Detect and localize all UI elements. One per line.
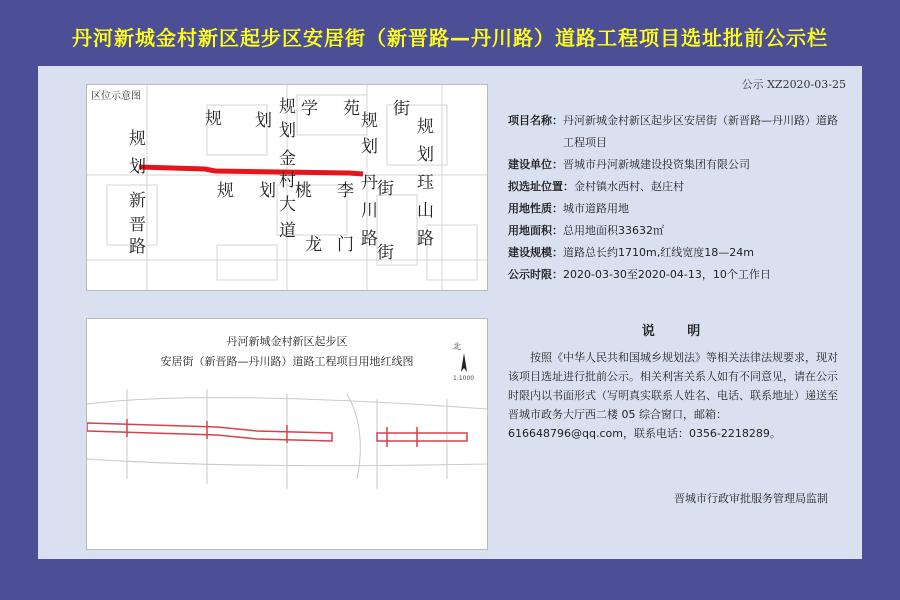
page-title: 丹河新城金村新区起步区安居街（新晋路—丹川路）道路工程项目选址批前公示栏 — [72, 26, 828, 50]
map-char: 川 — [361, 201, 378, 221]
map-char: 规 — [205, 109, 222, 129]
map-char: 丹 — [361, 173, 378, 193]
map-char: 规 — [279, 97, 296, 117]
notice-number: 公示 XZ2020-03-25 — [741, 78, 846, 91]
info-row-name: 项目名称： 丹河新城金村新区起步区安居街（新晋路—丹川路）道路工程项目 — [508, 114, 838, 149]
map-char: 山 — [417, 201, 434, 221]
notice-panel — [38, 66, 862, 559]
map-label: 区位示意图 — [91, 91, 141, 102]
map-char: 路 — [129, 237, 146, 257]
redline-plan — [86, 318, 488, 550]
info-row-period: 公示时限： 2020-03-30至2020-04-13，10个工作日 — [508, 268, 771, 281]
map-char: 金 — [279, 149, 296, 169]
map-char: 街 — [393, 99, 410, 119]
map-char: 珏 — [417, 173, 434, 193]
info-row-location: 拟选址位置： 金村镇水西村、赵庄村 — [508, 180, 684, 193]
info-row-landuse: 用地性质： 城市道路用地 — [508, 202, 629, 215]
map-char: 街 — [377, 179, 394, 199]
map-char: 大 — [279, 195, 296, 215]
explanation-body: 按照《中华人民共和国城乡规划法》等相关法律法规要求，现对该项目选址进行批前公示。相关利害关系人如有不同意见，请在公示时限内以书面形式（写明真实联系人姓名、电话、联系地址）递送至晋城市政务大厅西二楼 05 综合窗口，邮箱：616648796@qq.com，联系电话：0356-2218289。 — [508, 351, 838, 440]
map-char: 桃 — [295, 181, 312, 201]
map-char: 村 — [279, 171, 296, 191]
info-row-area: 用地面积： 总用地面积33632㎡ — [508, 224, 664, 237]
road-route-line — [139, 167, 363, 174]
north-arrow-icon: 北 — [453, 341, 475, 374]
map-char: 苑 — [343, 99, 360, 119]
map-char: 规 — [361, 111, 378, 131]
map-char: 龙 — [305, 235, 322, 255]
project-info — [508, 110, 848, 286]
map-char: 划 — [361, 137, 378, 157]
redline-plan-drawing — [87, 319, 487, 549]
map-char: 学 — [301, 99, 318, 119]
map-char: 规 — [217, 181, 234, 201]
map-char: 规 — [129, 129, 146, 149]
info-row-builder: 建设单位： 晋城市丹河新城建设投资集团有限公司 — [508, 158, 750, 171]
explanation-heading: 说 明 — [641, 324, 715, 339]
map-char: 划 — [279, 121, 296, 141]
info-row-scale: 建设规模： 道路总长约1710m,红线宽度18—24m — [508, 246, 754, 259]
map-char: 新 — [129, 191, 146, 211]
location-map — [86, 84, 488, 291]
map-char: 街 — [377, 243, 394, 263]
map-char: 道 — [279, 221, 296, 241]
map-char: 路 — [361, 229, 378, 249]
map-char: 晋 — [129, 215, 146, 235]
plan-title-line2: 安居街（新晋路—丹川路）道路工程项目用地红线图 — [160, 355, 414, 368]
map-char: 门 — [337, 235, 354, 255]
map-char: 规 — [417, 117, 434, 137]
map-char: 划 — [129, 157, 146, 177]
supervisor-note: 晋城市行政审批服务管理局监制 — [674, 492, 828, 505]
map-char: 划 — [417, 145, 434, 165]
map-char: 划 — [259, 181, 276, 201]
plan-title-line1: 丹河新城金村新区起步区 — [226, 335, 348, 348]
map-char: 李 — [337, 181, 354, 201]
scale-label: 1:1000 — [453, 375, 475, 382]
map-char: 路 — [417, 229, 434, 249]
map-char: 划 — [255, 111, 272, 131]
